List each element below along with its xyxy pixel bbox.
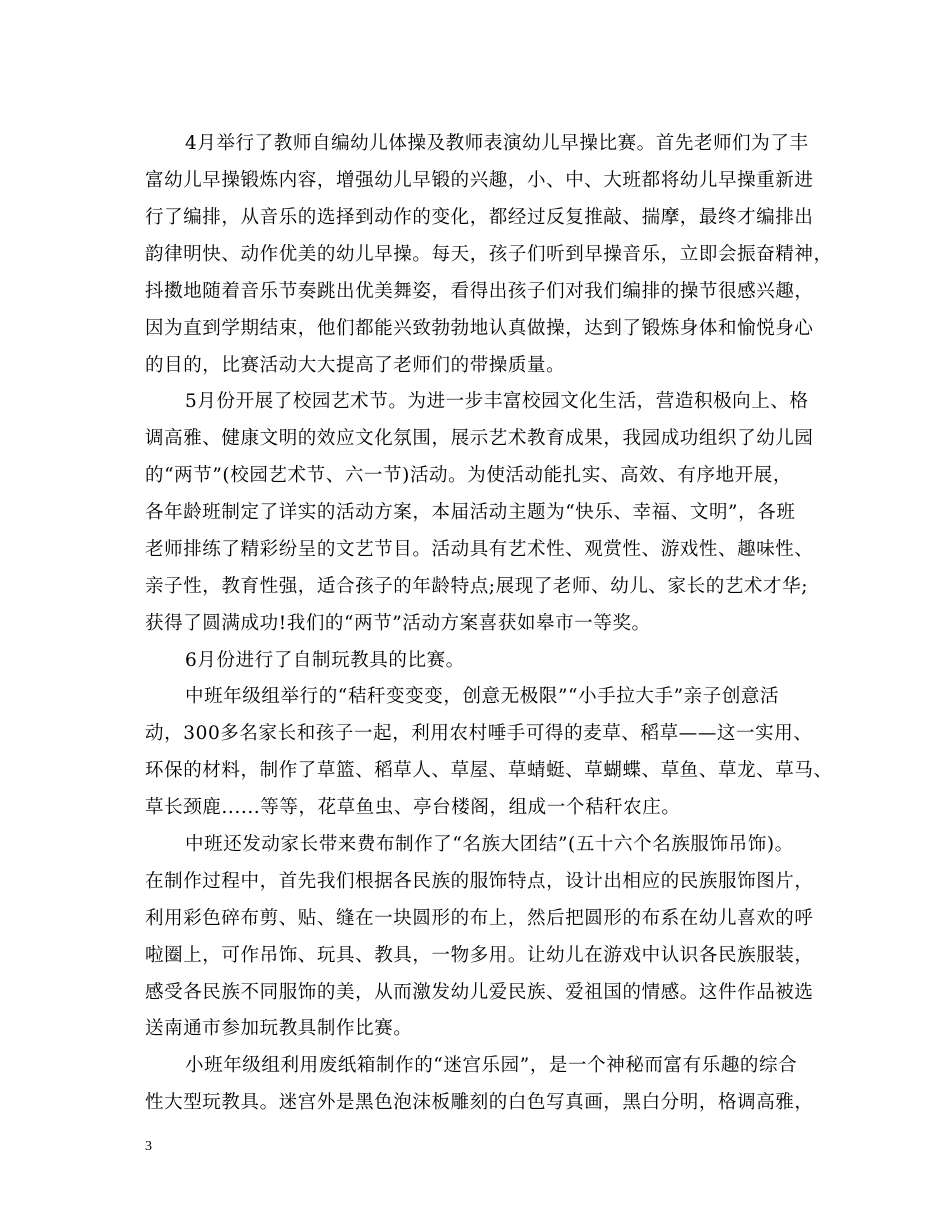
text-line: 的“两节”(校园艺术节、六一节)活动。为使活动能扎实、高效、有序地开展， [145, 465, 792, 486]
text-line: 啦圈上，可作吊饰、玩具、教具，一物多用。让幼儿在游戏中认识各民族服装， [145, 945, 814, 966]
text-line: 韵律明快、动作优美的幼儿早操。每天，孩子们听到早操音乐，立即会振奋精神， [145, 244, 833, 265]
text-line: 获得了圆满成功!我们的“两节”活动方案喜获如皋市一等奖。 [145, 613, 651, 634]
text-line: 老师排练了精彩纷呈的文艺节目。活动具有艺术性、观赏性、游戏性、趣味性、 [145, 539, 814, 560]
text-line: 环保的材料，制作了草篮、稻草人、草屋、草蜻蜓、草蝴蝶、草鱼、草龙、草马、 [145, 760, 833, 781]
text-line: 动，300多名家长和孩子一起，利用农村唾手可得的麦草、稻草——这一实用、 [145, 723, 813, 744]
text-line: 行了编排，从音乐的选择到动作的变化，都经过反复推敲、揣摩，最终才编排出 [145, 207, 814, 228]
text-line: 的目的，比赛活动大大提高了老师们的带操质量。 [145, 355, 566, 376]
text-line: 富幼儿早操锻炼内容，增强幼儿早锻的兴趣，小、中、大班都将幼儿早操重新进 [145, 170, 814, 191]
text-line: 利用彩色碎布剪、贴、缝在一块圆形的布上，然后把圆形的布系在幼儿喜欢的呼 [145, 908, 814, 929]
text-line: 5月份开展了校园艺术节。为进一步丰富校园文化生活，营造积极向上、格 [185, 391, 809, 412]
text-line: 草长颈鹿......等等，花草鱼虫、亭台楼阁，组成一个秸秆农庄。 [145, 797, 681, 818]
text-line: 送南通市参加玩教具制作比赛。 [145, 1018, 413, 1039]
text-line: 调高雅、健康文明的效应文化氛围，展示艺术教育成果，我园成功组织了幼儿园 [145, 428, 814, 449]
text-line: 各年龄班制定了详实的活动方案，本届活动主题为“快乐、幸福、文明”，各班 [145, 502, 796, 523]
text-line: 小班年级组利用废纸箱制作的“迷宫乐园”，是一个神秘而富有乐趣的综合 [185, 1055, 798, 1076]
text-line: 抖擞地随着音乐节奏跳出优美舞姿，看得出孩子们对我们编排的操节很感兴趣， [145, 281, 814, 302]
text-line: 性大型玩教具。迷宫外是黑色泡沫板雕刻的白色写真画，黑白分明，格调高雅， [145, 1092, 814, 1113]
text-line: 在制作过程中，首先我们根据各民族的服饰特点，设计出相应的民族服饰图片， [145, 871, 814, 892]
text-line: 6月份进行了自制玩教具的比赛。 [185, 650, 465, 671]
text-line: 亲子性，教育性强，适合孩子的年龄特点;展现了老师、幼儿、家长的艺术才华; [145, 576, 809, 597]
text-line: 4月举行了教师自编幼儿体操及教师表演幼儿早操比赛。首先老师们为了丰 [185, 133, 809, 154]
text-line: 中班年级组举行的“秸秆变变变，创意无极限”“小手拉大手”亲子创意活 [185, 686, 780, 707]
text-line: 感受各民族不同服饰的美，从而激发幼儿爱民族、爱祖国的情感。这件作品被选 [145, 982, 814, 1003]
text-line: 因为直到学期结束，他们都能兴致勃勃地认真做操，达到了锻炼身体和愉悦身心 [145, 318, 814, 339]
text-line: 中班还发动家长带来费布制作了“名族大团结”(五十六个名族服饰吊饰)。 [185, 834, 794, 855]
page-number: 3 [145, 1139, 152, 1154]
